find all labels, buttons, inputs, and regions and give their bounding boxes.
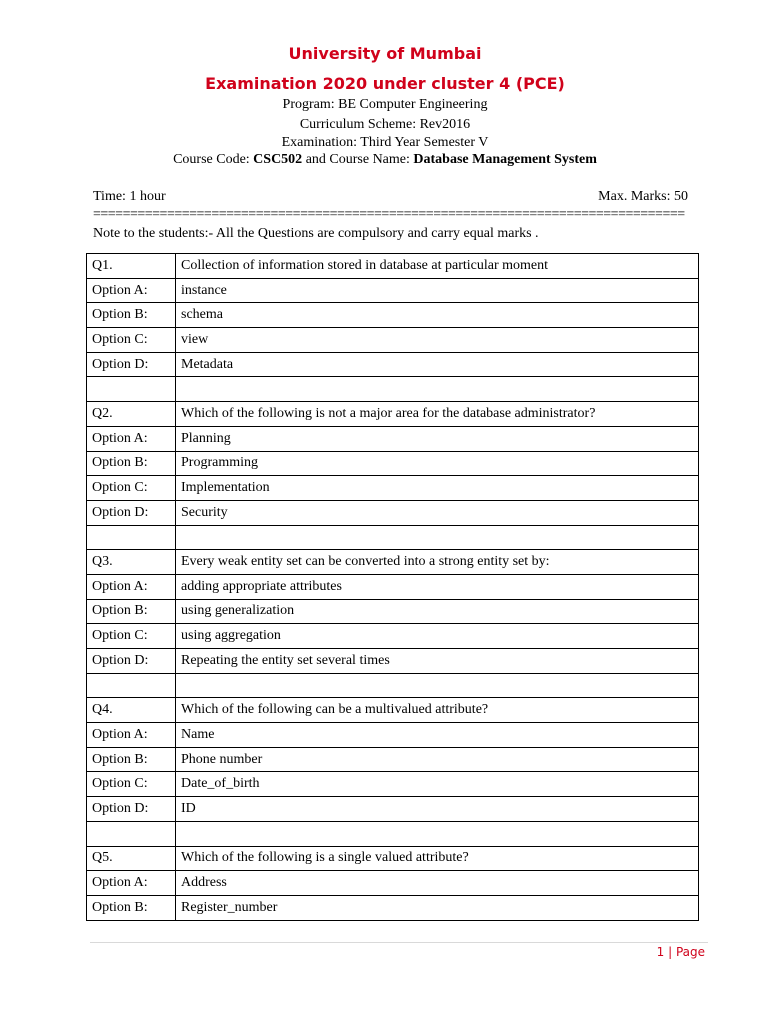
spacer-row	[87, 525, 699, 550]
spacer-row-label	[87, 673, 176, 698]
question-row	[87, 402, 699, 427]
option-row-label: Option D:	[87, 649, 176, 674]
course-name-label: and Course Name:	[302, 152, 414, 167]
option-row-label: Option A:	[87, 723, 176, 748]
option-row-label: Option D:	[87, 797, 176, 822]
option-row	[87, 426, 699, 451]
option-row-text: Repeating the entity set several times	[176, 649, 699, 674]
page-number: 1 | Page	[656, 945, 705, 959]
option-row-text: ID	[176, 797, 699, 822]
question-row-text: Every weak entity set can be converted into a strong entity set by:	[176, 550, 699, 575]
option-row	[87, 895, 699, 920]
scheme-line: Curriculum Scheme: Rev2016	[299, 117, 471, 132]
option-row	[87, 797, 699, 822]
option-row-text: view	[176, 328, 699, 353]
question-row	[87, 698, 699, 723]
spacer-row-text	[176, 821, 699, 846]
time-limit: Time: 1 hour	[93, 189, 166, 204]
option-row-label: Option B:	[87, 303, 176, 328]
option-row-label: Option C:	[87, 624, 176, 649]
spacer-row	[87, 821, 699, 846]
option-row-text: adding appropriate attributes	[176, 574, 699, 599]
option-row-label: Option A:	[87, 426, 176, 451]
option-row-text: instance	[176, 278, 699, 303]
question-row-label: Q1.	[87, 254, 176, 279]
option-row-text: Security	[176, 500, 699, 525]
spacer-row	[87, 377, 699, 402]
option-row-label: Option C:	[87, 328, 176, 353]
option-row	[87, 624, 699, 649]
option-row-text: Planning	[176, 426, 699, 451]
question-row	[87, 550, 699, 575]
option-row-text: Date_of_birth	[176, 772, 699, 797]
spacer-row	[87, 673, 699, 698]
option-row	[87, 723, 699, 748]
separator-rule: ================================================================================	[93, 207, 685, 222]
option-row	[87, 649, 699, 674]
max-marks: Max. Marks: 50	[598, 189, 688, 204]
option-row-text: Programming	[176, 451, 699, 476]
question-row-text: Which of the following is not a major area for the database administrator?	[176, 402, 699, 427]
option-row	[87, 500, 699, 525]
question-row-text: Collection of information stored in database at particular moment	[176, 254, 699, 279]
course-name: Database Management System	[413, 152, 597, 167]
option-row-label: Option B:	[87, 451, 176, 476]
option-row-label: Option C:	[87, 476, 176, 501]
option-row	[87, 772, 699, 797]
option-row	[87, 871, 699, 896]
question-row-label: Q3.	[87, 550, 176, 575]
option-row-label: Option A:	[87, 574, 176, 599]
option-row-text: using generalization	[176, 599, 699, 624]
question-row	[87, 254, 699, 279]
option-row	[87, 599, 699, 624]
question-row	[87, 846, 699, 871]
question-row-text: Which of the following can be a multivalued attribute?	[176, 698, 699, 723]
question-row-label: Q5.	[87, 846, 176, 871]
spacer-row-text	[176, 525, 699, 550]
option-row-label: Option D:	[87, 352, 176, 377]
option-row-label: Option B:	[87, 895, 176, 920]
option-row-text: schema	[176, 303, 699, 328]
option-row-text: Phone number	[176, 747, 699, 772]
option-row-text: Register_number	[176, 895, 699, 920]
examination-line: Examination: Third Year Semester V	[281, 135, 489, 150]
option-row-label: Option B:	[87, 599, 176, 624]
option-row-label: Option B:	[87, 747, 176, 772]
option-row-label: Option A:	[87, 278, 176, 303]
program-line: Program: BE Computer Engineering	[282, 97, 488, 112]
option-row-text: using aggregation	[176, 624, 699, 649]
spacer-row-label	[87, 377, 176, 402]
question-row-label: Q4.	[87, 698, 176, 723]
spacer-row-text	[176, 377, 699, 402]
option-row-label: Option C:	[87, 772, 176, 797]
option-row	[87, 476, 699, 501]
spacer-row-text	[176, 673, 699, 698]
exam-title: Examination 2020 under cluster 4 (PCE)	[205, 74, 565, 93]
course-line	[0, 152, 770, 168]
questions-table	[86, 253, 699, 921]
spacer-row-label	[87, 525, 176, 550]
course-code: CSC502	[253, 152, 303, 167]
question-row-text: Which of the following is a single valued attribute?	[176, 846, 699, 871]
question-row-label: Q2.	[87, 402, 176, 427]
option-row	[87, 352, 699, 377]
footer-divider	[90, 942, 708, 943]
option-row	[87, 451, 699, 476]
option-row-label: Option A:	[87, 871, 176, 896]
option-row-text: Metadata	[176, 352, 699, 377]
university-title: University of Mumbai	[288, 44, 482, 63]
students-note: Note to the students:- All the Questions are compulsory and carry equal marks .	[93, 226, 539, 241]
option-row	[87, 278, 699, 303]
option-row	[87, 574, 699, 599]
option-row-label: Option D:	[87, 500, 176, 525]
course-code-label: Course Code:	[173, 152, 254, 167]
spacer-row-label	[87, 821, 176, 846]
option-row-text: Implementation	[176, 476, 699, 501]
option-row	[87, 328, 699, 353]
option-row	[87, 303, 699, 328]
option-row-text: Name	[176, 723, 699, 748]
option-row-text: Address	[176, 871, 699, 896]
option-row	[87, 747, 699, 772]
